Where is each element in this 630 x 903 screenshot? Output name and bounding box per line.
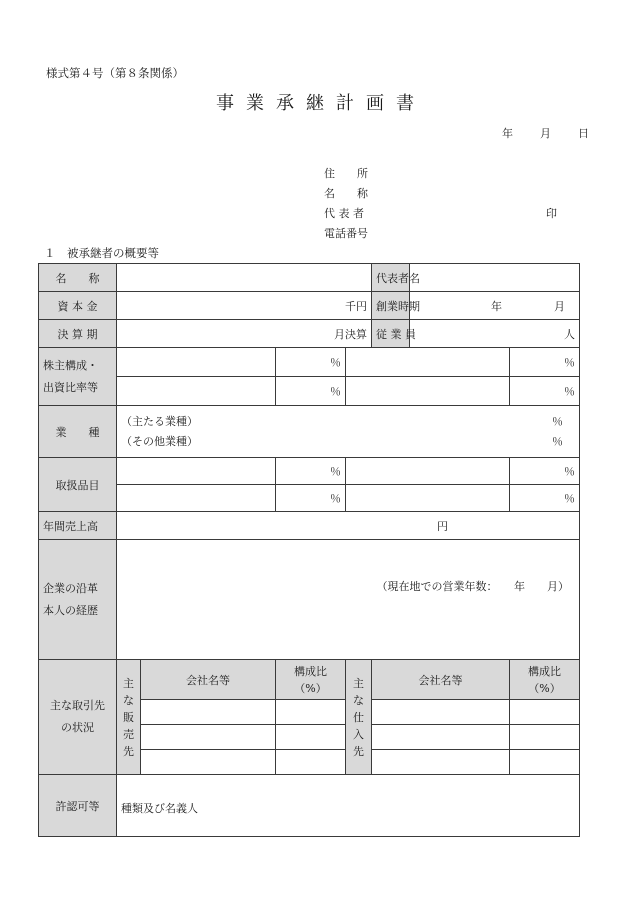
address-label: 住 所 <box>324 167 368 180</box>
company-name-field[interactable] <box>117 264 372 292</box>
industry-main-percent: ％ <box>552 414 563 428</box>
date-year-label: 年 <box>502 127 513 140</box>
name-label-cell: 名 称 <box>39 264 117 292</box>
rep-name-field[interactable] <box>410 264 580 292</box>
license-label-cell: 許認可等 <box>39 775 117 837</box>
employees-label-cell: 従 業 員 <box>372 320 410 348</box>
capital-label-cell: 資 本 金 <box>39 292 117 320</box>
applicant-name-label: 名 称 <box>324 187 368 200</box>
supplier-name-3[interactable] <box>372 750 510 775</box>
supplier-ratio-3[interactable] <box>510 750 580 775</box>
history-label-cell: 企業の沿革 本人の経歴 <box>39 540 117 660</box>
date-day-label: 日 <box>578 127 589 140</box>
shareholder-ratio-1[interactable]: ％ <box>276 348 346 377</box>
sales-unit: 円 <box>437 519 448 533</box>
industry-other-label: （その他業種） <box>121 434 198 448</box>
shareholders-label-cell: 株主構成・ 出資比率等 <box>39 348 117 406</box>
shareholder-ratio-2[interactable]: ％ <box>276 377 346 406</box>
founded-month-unit: 月 <box>554 299 565 313</box>
license-field[interactable] <box>117 775 580 837</box>
product-name-4[interactable] <box>346 485 510 512</box>
section-title: １ 被承継者の概要等 <box>44 246 159 260</box>
products-label-cell: 取扱品目 <box>39 458 117 512</box>
industry-other-percent: ％ <box>552 434 563 448</box>
license-note: 種類及び名義人 <box>121 801 198 815</box>
rep-name-label-cell: 代表者名 <box>372 264 410 292</box>
supplier-ratio-2[interactable] <box>510 725 580 750</box>
customer-company-header: 会社名等 <box>141 660 276 700</box>
product-name-1[interactable] <box>117 458 276 485</box>
date-month-label: 月 <box>540 127 551 140</box>
employees-unit: 人 <box>564 327 575 341</box>
customer-name-2[interactable] <box>141 725 276 750</box>
supplier-name-1[interactable] <box>372 700 510 725</box>
founded-field[interactable] <box>410 292 580 320</box>
customer-ratio-header: 構成比 （%） <box>276 660 346 700</box>
customers-vertical-label: 主 な 販 売 先 <box>117 660 141 775</box>
industry-field[interactable] <box>117 406 580 458</box>
shareholder-ratio-3[interactable]: ％ <box>510 348 580 377</box>
fiscal-field[interactable] <box>117 320 372 348</box>
product-ratio-2[interactable]: ％ <box>276 485 346 512</box>
customer-ratio-2[interactable] <box>276 725 346 750</box>
successor-overview-table <box>38 263 580 837</box>
representative-label: 代 表 者 <box>324 207 364 220</box>
supplier-ratio-header: 構成比 （%） <box>510 660 580 700</box>
founded-label-cell: 創業時期 <box>372 292 410 320</box>
product-ratio-1[interactable]: ％ <box>276 458 346 485</box>
shareholder-name-2[interactable] <box>117 377 276 406</box>
partners-label-cell: 主な取引先 の状況 <box>39 660 117 775</box>
product-name-2[interactable] <box>117 485 276 512</box>
customer-name-3[interactable] <box>141 750 276 775</box>
employees-field[interactable] <box>410 320 580 348</box>
industry-main-label: （主たる業種） <box>121 414 198 428</box>
product-ratio-3[interactable]: ％ <box>510 458 580 485</box>
fiscal-label-cell: 決 算 期 <box>39 320 117 348</box>
document-title: 事業承継計画書 <box>216 93 426 114</box>
shareholder-ratio-4[interactable]: ％ <box>510 377 580 406</box>
history-field[interactable] <box>117 540 580 660</box>
customer-ratio-1[interactable] <box>276 700 346 725</box>
product-name-3[interactable] <box>346 458 510 485</box>
supplier-company-header: 会社名等 <box>372 660 510 700</box>
sales-label-cell: 年間売上高 <box>39 512 117 540</box>
supplier-ratio-1[interactable] <box>510 700 580 725</box>
customer-name-1[interactable] <box>141 700 276 725</box>
fiscal-unit: 月決算 <box>334 327 367 341</box>
product-ratio-4[interactable]: ％ <box>510 485 580 512</box>
capital-unit: 千円 <box>345 299 367 313</box>
form-number: 様式第４号（第８条関係） <box>46 66 184 80</box>
years-in-business-note: （現在地での営業年数： 年 月） <box>376 579 569 593</box>
customer-ratio-3[interactable] <box>276 750 346 775</box>
industry-label-cell: 業 種 <box>39 406 117 458</box>
sales-field[interactable] <box>117 512 580 540</box>
phone-label: 電話番号 <box>324 227 368 240</box>
seal-mark: 印 <box>546 207 557 220</box>
shareholder-name-3[interactable] <box>346 348 510 377</box>
founded-year-unit: 年 <box>491 299 502 313</box>
supplier-name-2[interactable] <box>372 725 510 750</box>
shareholder-name-1[interactable] <box>117 348 276 377</box>
shareholder-name-4[interactable] <box>346 377 510 406</box>
suppliers-vertical-label: 主 な 仕 入 先 <box>346 660 372 775</box>
capital-field[interactable] <box>117 292 372 320</box>
